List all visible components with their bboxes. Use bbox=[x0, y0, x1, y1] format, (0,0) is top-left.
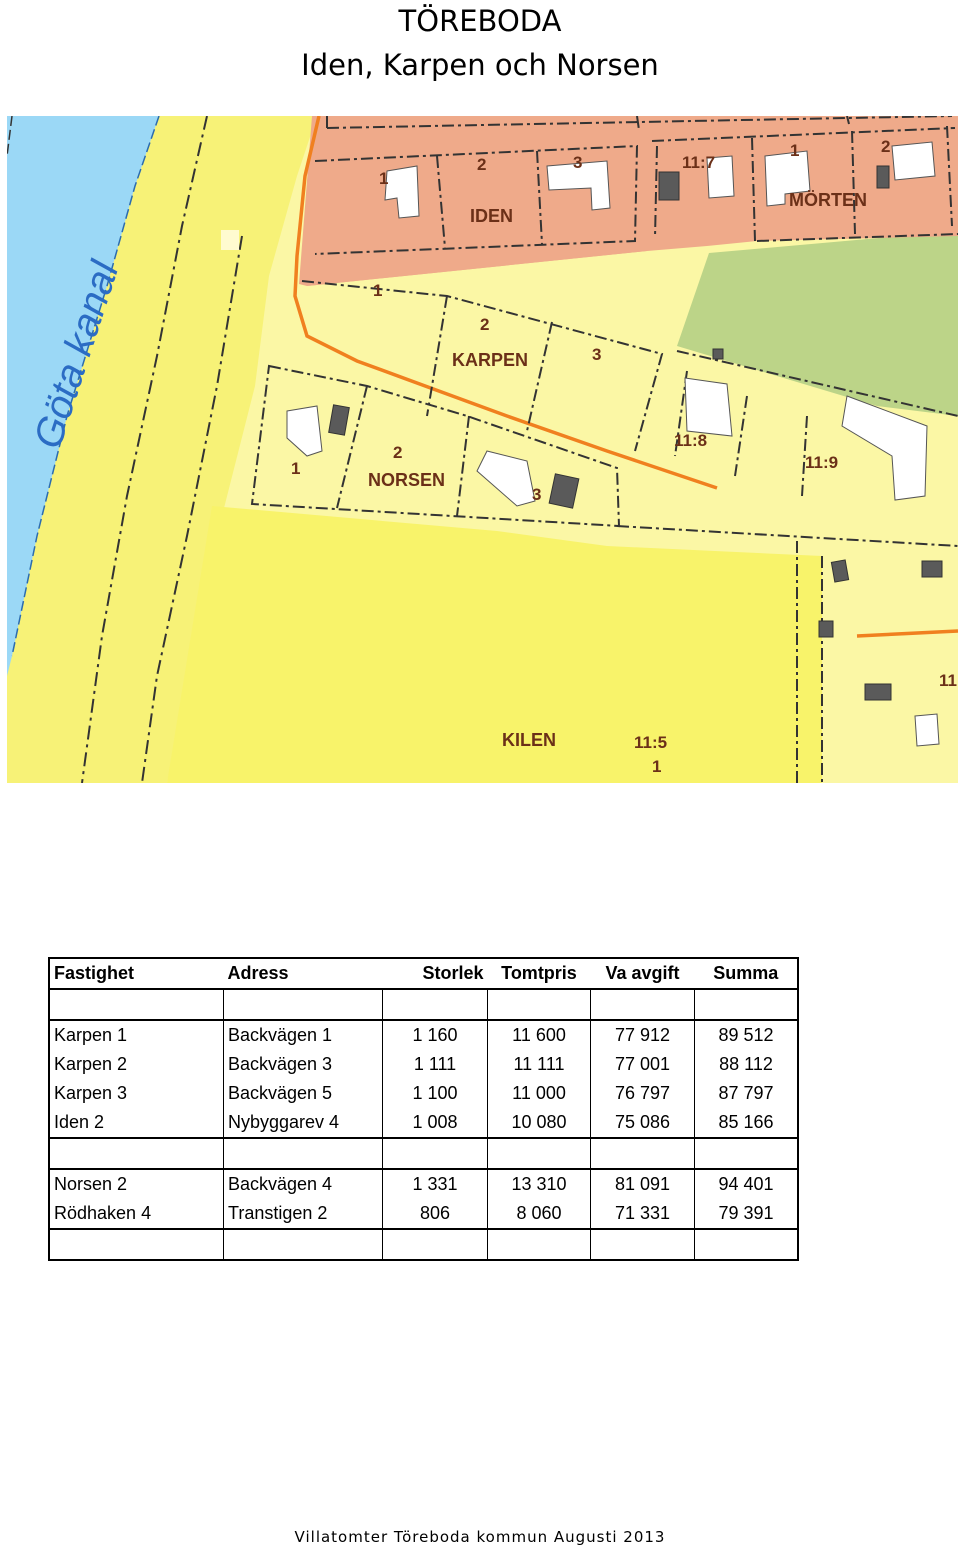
table-row-blank bbox=[49, 1229, 798, 1260]
cell-storlek: 1 111 bbox=[383, 1050, 488, 1079]
table-row bbox=[49, 1020, 798, 1050]
label-karpen-1: 1 bbox=[373, 281, 383, 300]
label-norsen-3: 3 bbox=[532, 485, 542, 504]
cell-fastighet: Karpen 3 bbox=[49, 1079, 224, 1108]
label-lot-11-9: 11:9 bbox=[805, 453, 839, 472]
cell-summa: 79 391 bbox=[695, 1199, 799, 1229]
site-map bbox=[7, 116, 958, 783]
col-header-storlek: Storlek bbox=[383, 958, 488, 989]
cell bbox=[383, 1138, 488, 1169]
cell-va-avgift: 76 797 bbox=[591, 1079, 695, 1108]
cell-tomtpris: 13 310 bbox=[488, 1169, 591, 1199]
label-iden-2: 2 bbox=[477, 155, 487, 174]
property-table bbox=[48, 957, 799, 1261]
cell-tomtpris: 11 600 bbox=[488, 1020, 591, 1050]
cell bbox=[591, 989, 695, 1020]
building-morten-c bbox=[892, 142, 935, 180]
small-structure bbox=[221, 230, 239, 250]
table-row bbox=[49, 1169, 798, 1199]
col-header-va-avgift: Va avgift bbox=[591, 958, 695, 989]
cell-fastighet: Karpen 1 bbox=[49, 1020, 224, 1050]
cell-tomtpris: 11 000 bbox=[488, 1079, 591, 1108]
cell bbox=[49, 1138, 224, 1169]
label-iden: IDEN bbox=[470, 206, 514, 226]
cell-fastighet: Karpen 2 bbox=[49, 1050, 224, 1079]
footer-text: Villatomter Töreboda kommun Augusti 2013 bbox=[294, 1528, 666, 1546]
shed-east-2 bbox=[922, 561, 942, 577]
page-title: TÖREBODA bbox=[398, 4, 562, 38]
cell-storlek: 806 bbox=[383, 1199, 488, 1229]
cell bbox=[591, 1138, 695, 1169]
cell-summa: 89 512 bbox=[695, 1020, 799, 1050]
cell-fastighet: Norsen 2 bbox=[49, 1169, 224, 1199]
cell bbox=[488, 1138, 591, 1169]
table-row bbox=[49, 1079, 798, 1108]
cell bbox=[488, 989, 591, 1020]
label-morten: MÖRTEN bbox=[789, 190, 867, 210]
cell-adress: Backvägen 4 bbox=[224, 1169, 383, 1199]
label-lot-11-8: 11:8 bbox=[674, 431, 708, 450]
shed-karpen bbox=[713, 349, 723, 359]
table-row-blank bbox=[49, 1138, 798, 1169]
cell-va-avgift: 71 331 bbox=[591, 1199, 695, 1229]
cell bbox=[383, 1229, 488, 1260]
col-header-tomtpris: Tomtpris bbox=[488, 958, 591, 989]
label-kilen-1: 1 bbox=[652, 757, 662, 776]
canal-label: Göta kanal bbox=[25, 256, 128, 454]
cell-va-avgift: 77 912 bbox=[591, 1020, 695, 1050]
table-row bbox=[49, 1108, 798, 1138]
label-lot-11-edge: 11 bbox=[939, 671, 957, 690]
cell-storlek: 1 160 bbox=[383, 1020, 488, 1050]
table-row-blank bbox=[49, 989, 798, 1020]
cell-va-avgift: 77 001 bbox=[591, 1050, 695, 1079]
cell-tomtpris: 11 111 bbox=[488, 1050, 591, 1079]
label-iden-3: 3 bbox=[573, 153, 583, 172]
col-header-summa: Summa bbox=[695, 958, 799, 989]
shed-east-3 bbox=[819, 621, 833, 637]
table-header-row bbox=[49, 958, 798, 989]
shed-east-1 bbox=[831, 560, 848, 582]
label-norsen: NORSEN bbox=[368, 470, 446, 490]
table-row bbox=[49, 1199, 798, 1229]
col-header-fastighet: Fastighet bbox=[49, 958, 224, 989]
table-row bbox=[49, 1050, 798, 1079]
shed-east-4 bbox=[865, 684, 891, 700]
label-iden-1: 1 bbox=[379, 169, 389, 188]
label-lot-11-7: 11:7 bbox=[682, 153, 716, 172]
cell-fastighet: Rödhaken 4 bbox=[49, 1199, 224, 1229]
cell-va-avgift: 81 091 bbox=[591, 1169, 695, 1199]
cell-tomtpris: 10 080 bbox=[488, 1108, 591, 1138]
label-norsen-2: 2 bbox=[393, 443, 403, 462]
shed-iden bbox=[659, 172, 679, 200]
cell-fastighet: Iden 2 bbox=[49, 1108, 224, 1138]
shed-morten bbox=[877, 166, 889, 188]
cell-adress: Backvägen 1 bbox=[224, 1020, 383, 1050]
label-karpen: KARPEN bbox=[452, 350, 529, 370]
cell bbox=[224, 1229, 383, 1260]
cell bbox=[49, 1229, 224, 1260]
cell-storlek: 1 331 bbox=[383, 1169, 488, 1199]
label-lot-11-5: 11:5 bbox=[634, 733, 668, 752]
building-11-8 bbox=[685, 378, 732, 436]
cell-tomtpris: 8 060 bbox=[488, 1199, 591, 1229]
cell bbox=[49, 989, 224, 1020]
cell bbox=[591, 1229, 695, 1260]
cell bbox=[224, 1138, 383, 1169]
cell bbox=[488, 1229, 591, 1260]
label-norsen-1: 1 bbox=[291, 459, 301, 478]
cell-adress: Backvägen 5 bbox=[224, 1079, 383, 1108]
cell-summa: 85 166 bbox=[695, 1108, 799, 1138]
cell-adress: Transtigen 2 bbox=[224, 1199, 383, 1229]
cell-va-avgift: 75 086 bbox=[591, 1108, 695, 1138]
cell-storlek: 1 100 bbox=[383, 1079, 488, 1108]
cell-summa: 94 401 bbox=[695, 1169, 799, 1199]
label-morten-1: 1 bbox=[790, 141, 800, 160]
cell-adress: Backvägen 3 bbox=[224, 1050, 383, 1079]
page-subtitle: Iden, Karpen och Norsen bbox=[301, 48, 659, 82]
cell bbox=[695, 989, 799, 1020]
cell bbox=[224, 989, 383, 1020]
cell-summa: 88 112 bbox=[695, 1050, 799, 1079]
cell bbox=[695, 1229, 799, 1260]
label-karpen-3: 3 bbox=[592, 345, 602, 364]
building-east bbox=[915, 714, 939, 746]
label-morten-2: 2 bbox=[881, 137, 891, 156]
col-header-adress: Adress bbox=[224, 958, 383, 989]
label-karpen-2: 2 bbox=[480, 315, 490, 334]
cell bbox=[695, 1138, 799, 1169]
cell-storlek: 1 008 bbox=[383, 1108, 488, 1138]
cell bbox=[383, 989, 488, 1020]
cell-adress: Nybyggarev 4 bbox=[224, 1108, 383, 1138]
cell-summa: 87 797 bbox=[695, 1079, 799, 1108]
label-kilen: KILEN bbox=[502, 730, 556, 750]
